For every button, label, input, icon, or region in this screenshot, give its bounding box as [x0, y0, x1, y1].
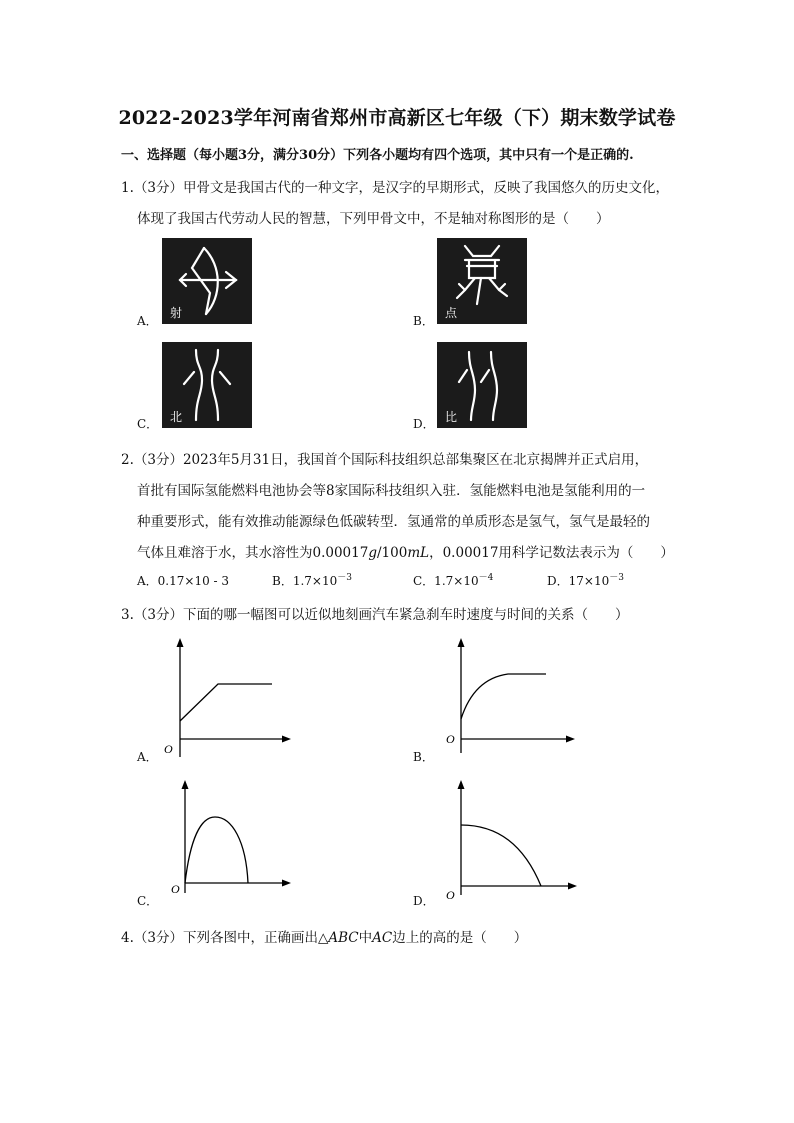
- graph-d: [440, 775, 580, 900]
- y-arrow-icon: [177, 638, 184, 647]
- q1-option-b-letter: B．: [413, 314, 434, 328]
- curve-c: [185, 817, 248, 883]
- glyph-caption: 射: [170, 306, 183, 320]
- q2-line-4: [137, 541, 674, 561]
- curve-d: [461, 825, 541, 886]
- oracle-glyph-bei: [162, 342, 252, 428]
- unit-ml: mL: [407, 545, 430, 561]
- q2-option-d: [547, 572, 624, 589]
- q2-option-c-exponent: －4: [478, 573, 494, 583]
- glyph-caption: 点: [445, 306, 458, 320]
- q3-option-d-letter: D．: [413, 894, 435, 908]
- y-arrow-icon: [458, 638, 465, 647]
- q4-text-mid: 中: [358, 930, 373, 946]
- q2-line-2: 首批有国际氢能燃料电池协会等8家国际科技组织入驻．氢能燃料电池是氢能利用的一: [137, 483, 646, 499]
- q2-option-d-exponent: －3: [609, 573, 624, 583]
- side-ac: AC: [372, 930, 393, 946]
- graph-a: [160, 635, 295, 760]
- y-arrow-icon: [182, 780, 189, 789]
- q1-line-1: 1.（3分）甲骨文是我国古代的一种文字，是汉字的早期形式，反映了我国悠久的历史文化，: [121, 180, 669, 196]
- y-arrow-icon: [458, 780, 465, 789]
- glyph-caption: 北: [170, 410, 183, 424]
- q4-text-post: 边上的高的是（ ）: [392, 930, 528, 946]
- oracle-glyph-dian: [437, 238, 527, 324]
- q3-option-a-letter: A．: [137, 750, 158, 764]
- q2-line-1: 2.（3分）2023年5月31日，我国首个国际科技组织总部集聚区在北京揭牌并正式启用，: [121, 452, 649, 468]
- oracle-glyph-bi: [437, 342, 527, 428]
- curve-b: [461, 674, 546, 719]
- q2-option-c: [413, 572, 493, 589]
- glyph-caption: 比: [445, 410, 458, 424]
- q2-option-a: A．0.17×10 - 3: [137, 574, 230, 588]
- q2-line-3: 种重要形式，能有效推动能源绿色低碳转型．氢通常的单质形态是氢气，氢气是最轻的: [137, 514, 650, 530]
- curve-a: [180, 684, 272, 721]
- q1-option-c-letter: C．: [137, 417, 159, 431]
- x-arrow-icon: [282, 880, 291, 887]
- origin-label: O: [171, 882, 180, 896]
- x-arrow-icon: [568, 883, 577, 890]
- graph-b: [440, 635, 580, 760]
- q1-option-d-letter: D．: [413, 417, 435, 431]
- section-heading: 一、选择题（每小题3分，满分30分）下列各小题均有四个选项，其中只有一个是正确的.: [121, 148, 634, 163]
- q3-option-b-letter: B．: [413, 750, 434, 764]
- x-arrow-icon: [566, 736, 575, 743]
- q2-option-b: [272, 572, 352, 589]
- origin-label: O: [446, 888, 455, 900]
- unit-sep: /100: [376, 545, 408, 561]
- q2-line-4-end: ，0.00017用科学记数法表示为（ ）: [429, 545, 674, 561]
- q3-option-c-letter: C．: [137, 894, 159, 908]
- origin-label: O: [164, 742, 173, 756]
- page-title: 2022-2023学年河南省郑州市高新区七年级（下）期末数学试卷: [118, 107, 676, 129]
- origin-label: O: [446, 732, 455, 746]
- q2-option-d-base: D．17×10: [547, 574, 610, 588]
- q2-option-b-exponent: －3: [337, 573, 352, 583]
- q4-line-1: [121, 926, 527, 946]
- q2-line-4-text: 气体且难溶于水，其水溶性为0.00017: [137, 545, 369, 561]
- oracle-glyph-she: [162, 238, 252, 324]
- q2-option-c-base: C．1.7×10: [413, 574, 479, 588]
- unit-g: g: [368, 545, 377, 561]
- q4-text-pre: 4.（3分）下列各图中，正确画出△: [121, 930, 329, 946]
- q1-option-a-letter: A．: [137, 314, 158, 328]
- q1-line-2: 体现了我国古代劳动人民的智慧，下列甲骨文中，不是轴对称图形的是（ ）: [137, 211, 610, 227]
- x-arrow-icon: [282, 736, 291, 743]
- triangle-abc: ABC: [328, 930, 359, 946]
- q2-option-b-base: B．1.7×10: [272, 574, 338, 588]
- graph-c: [160, 775, 295, 900]
- q3-line-1: 3.（3分）下面的哪一幅图可以近似地刻画汽车紧急刹车时速度与时间的关系（ ）: [121, 607, 629, 623]
